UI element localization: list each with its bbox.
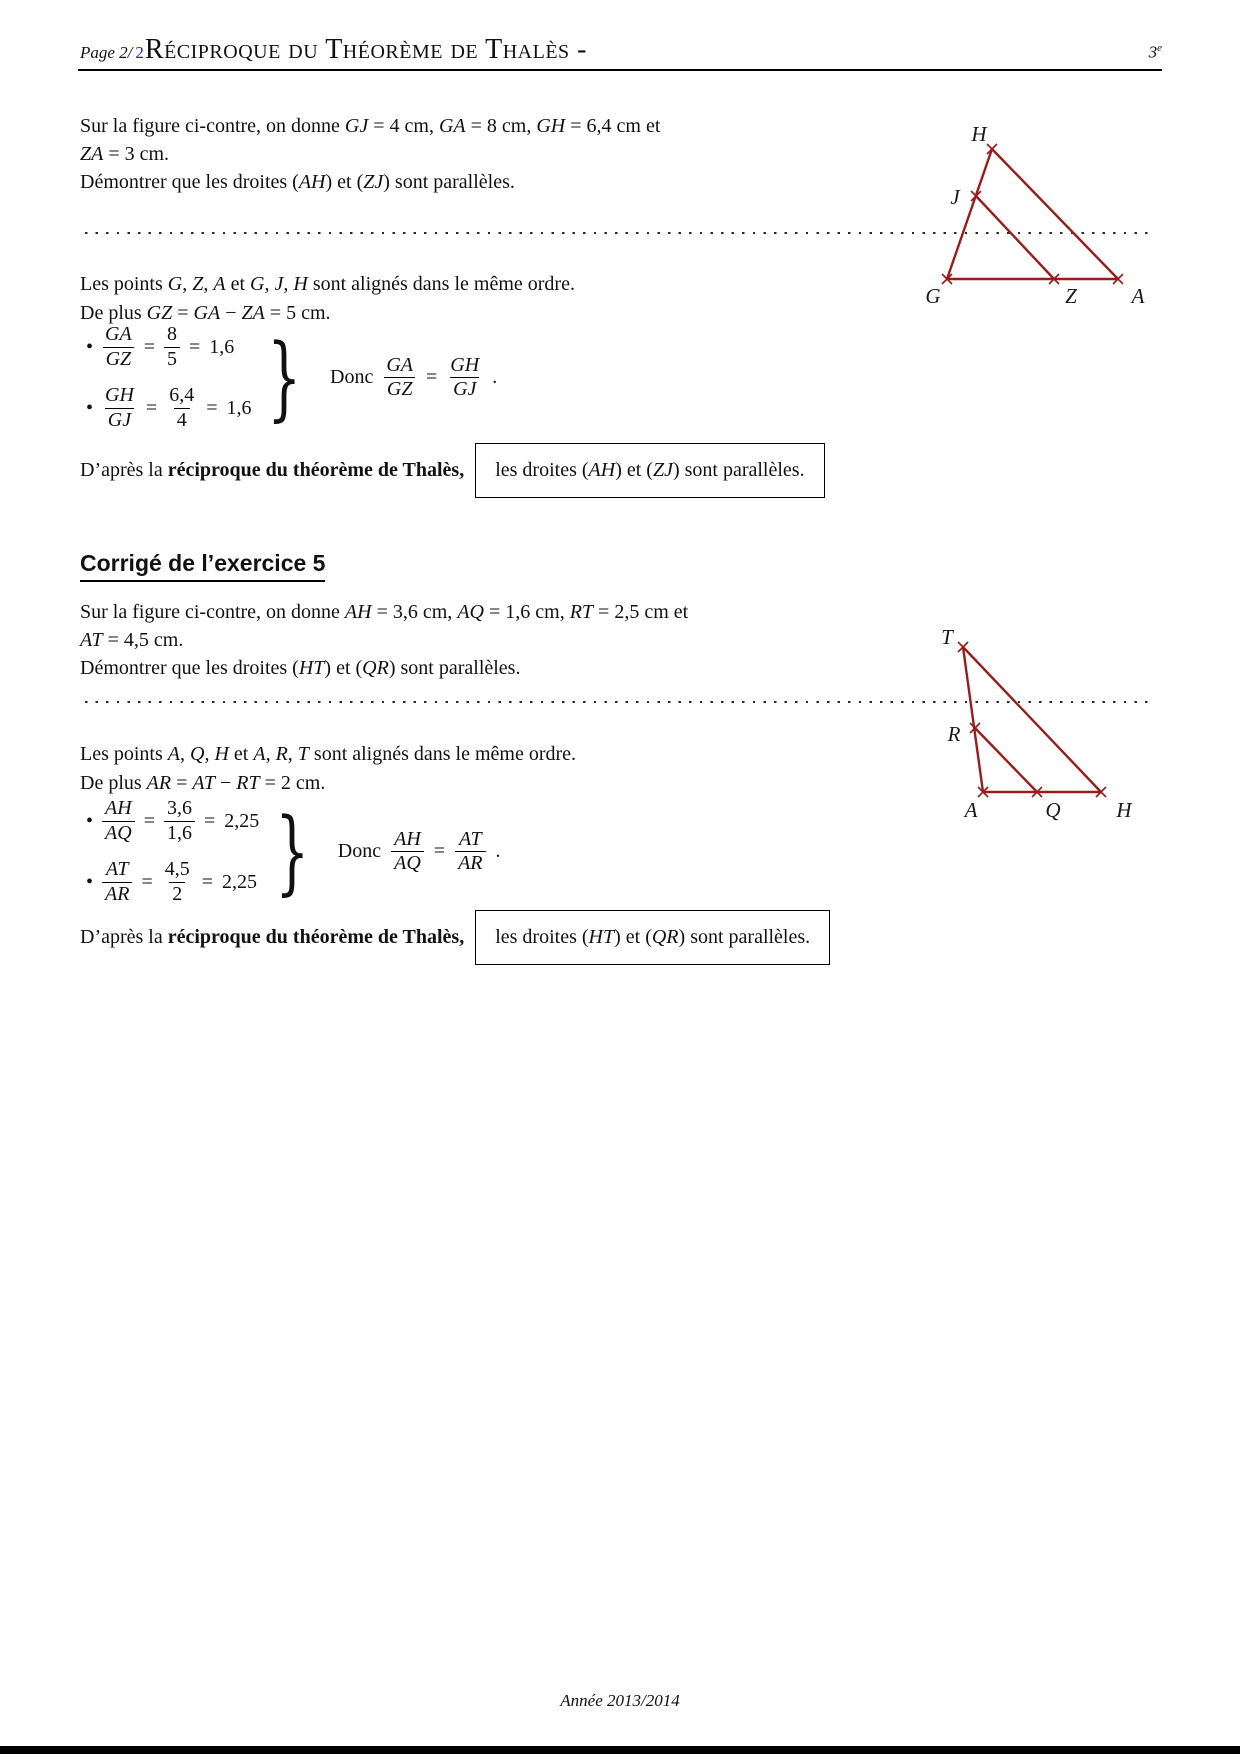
grade-superscript: e xyxy=(1157,42,1162,55)
bullet-icon: • xyxy=(86,809,94,832)
period: . xyxy=(495,840,501,863)
equals-sign: = xyxy=(188,335,201,358)
fraction-denominator: AQ xyxy=(102,821,135,846)
point-label: A xyxy=(1131,284,1145,308)
fraction xyxy=(162,858,193,906)
exercise1-statement xyxy=(80,112,880,196)
conclusion-prefix: D’après la xyxy=(80,926,168,948)
ratio-result: 2,25 xyxy=(222,870,258,893)
equals-sign: = xyxy=(143,809,155,832)
figure-edge-TA xyxy=(963,647,983,792)
equals-sign: = xyxy=(433,840,446,863)
fraction xyxy=(164,797,195,845)
fraction xyxy=(455,828,485,876)
fraction-denominator: GJ xyxy=(450,377,479,402)
fraction xyxy=(102,858,132,906)
header-rule xyxy=(78,69,1162,71)
ratio-row xyxy=(86,797,259,845)
conclusion-equation xyxy=(330,354,497,402)
point-label: G xyxy=(925,284,941,308)
bullet-icon: • xyxy=(86,396,94,419)
statement-line: Sur la figure ci-contre, on donne AH = 3,6 cm, AQ = 1,6 cm, RT = 2,5 cm et xyxy=(80,601,689,623)
ratio-row xyxy=(86,384,251,432)
point-label: T xyxy=(941,625,953,649)
statement-line: Démontrer que les droites (AH) et (ZJ) sont parallèles. xyxy=(80,171,515,193)
conclusion-equation xyxy=(338,828,501,876)
fraction xyxy=(164,323,180,371)
figure-edge-HA xyxy=(992,149,1118,279)
fraction xyxy=(383,354,416,402)
grade-level xyxy=(1149,42,1162,63)
equals-sign: = xyxy=(201,870,214,893)
page-indicator xyxy=(80,41,144,64)
figure-triangle-AQHRT xyxy=(900,560,1190,830)
ratio-result: 1,6 xyxy=(226,396,252,419)
fraction-denominator: GZ xyxy=(384,377,416,402)
exercise1-ratios xyxy=(86,323,497,432)
donc-label: Donc xyxy=(330,366,374,389)
fraction-numerator: GH xyxy=(450,353,480,376)
fraction xyxy=(166,384,197,432)
fraction-numerator: 8 xyxy=(166,323,177,345)
fraction-denominator: AR xyxy=(102,882,132,907)
point-label: A xyxy=(964,798,978,822)
fraction xyxy=(391,828,424,876)
ratio-result: 1,6 xyxy=(209,335,235,358)
point-label: Q xyxy=(1045,798,1061,822)
statement-line: ZA = 3 cm. xyxy=(80,143,170,165)
alignment-line: De plus AR = AT − RT = 2 cm. xyxy=(80,772,326,794)
fraction-numerator: AH xyxy=(105,797,132,819)
exercise2-statement xyxy=(80,598,880,682)
equals-sign: = xyxy=(145,396,158,419)
point-label: H xyxy=(971,122,987,146)
ratio-rows xyxy=(86,323,251,432)
exercise2-alignment xyxy=(80,740,880,798)
page-indicator-label: Page 2/ xyxy=(80,43,133,62)
conclusion-text xyxy=(80,459,464,482)
bullet-icon: • xyxy=(86,335,94,358)
alignment-line: Les points A, Q, H et A, R, T sont alignés dans le même ordre. xyxy=(80,743,577,765)
fraction xyxy=(102,797,135,845)
fraction-numerator: 3,6 xyxy=(166,797,192,819)
exercise1-alignment xyxy=(80,270,880,328)
figure-edge-GH xyxy=(947,149,992,279)
fraction-denominator: 5 xyxy=(164,347,180,372)
fraction-denominator: 2 xyxy=(169,882,185,907)
equals-sign: = xyxy=(143,335,155,358)
footer-school-year: Année 2013/2014 xyxy=(560,1691,680,1710)
period: . xyxy=(492,366,498,389)
fraction-numerator: GA xyxy=(105,323,132,345)
ratio-row xyxy=(86,858,259,906)
fraction-numerator: AT xyxy=(105,858,129,881)
right-brace: } xyxy=(267,323,302,431)
equals-sign: = xyxy=(206,396,218,419)
fraction xyxy=(102,323,135,371)
point-label: J xyxy=(950,185,960,209)
equals-sign: = xyxy=(426,366,438,389)
conclusion-box: les droites (HT) et (QR) sont parallèles. xyxy=(475,910,830,965)
alignment-line: De plus GZ = GA − ZA = 5 cm. xyxy=(80,302,331,324)
conclusion-box: les droites (AH) et (ZJ) sont parallèles. xyxy=(475,443,824,498)
conclusion-theorem: réciproque du théorème de Thalès, xyxy=(167,926,465,948)
ratio-row xyxy=(86,323,251,371)
figure-edge-JZ xyxy=(976,196,1054,279)
statement-line: AT = 4,5 cm. xyxy=(80,629,184,651)
fraction xyxy=(102,384,137,432)
fraction-denominator: AQ xyxy=(391,851,424,876)
grade-number: 3 xyxy=(1148,43,1158,62)
fraction xyxy=(447,354,482,402)
figure-edge-TH xyxy=(963,647,1101,792)
fraction-numerator: AH xyxy=(394,827,421,850)
conclusion-theorem: réciproque du théorème de Thalès, xyxy=(167,459,465,481)
ratio-rows xyxy=(86,797,259,906)
page-header xyxy=(80,34,1162,66)
right-brace: } xyxy=(275,797,310,905)
exercise2-ratios xyxy=(86,797,501,906)
equals-sign: = xyxy=(141,870,153,893)
fraction-numerator: 4,5 xyxy=(164,858,190,881)
fraction-denominator: 4 xyxy=(174,408,190,433)
point-label: R xyxy=(947,722,961,746)
point-label: H xyxy=(1116,798,1132,822)
fraction-numerator: GA xyxy=(386,353,414,376)
fraction-numerator: AT xyxy=(458,827,482,850)
figure-edge-RQ xyxy=(975,728,1037,792)
document-title: Réciproque du Théorème de Thalès - xyxy=(144,34,587,65)
page-number-link[interactable]: 2 xyxy=(135,43,144,62)
fraction-denominator: GZ xyxy=(103,347,135,372)
conclusion-text xyxy=(80,926,464,949)
page-bottom-edge xyxy=(0,1746,1240,1754)
alignment-line: Les points G, Z, A et G, J, H sont alignés dans le même ordre. xyxy=(80,273,575,295)
statement-line: Sur la figure ci-contre, on donne GJ = 4 cm, GA = 8 cm, GH = 6,4 cm et xyxy=(80,115,661,137)
statement-line: Démontrer que les droites (HT) et (QR) sont parallèles. xyxy=(80,657,521,679)
fraction-numerator: GH xyxy=(105,384,134,407)
point-label: Z xyxy=(1065,284,1077,308)
exercise1-conclusion xyxy=(80,443,825,498)
fraction-denominator: AR xyxy=(455,851,485,876)
fraction-denominator: 1,6 xyxy=(164,821,195,846)
donc-label: Donc xyxy=(337,840,382,863)
bullet-icon: • xyxy=(86,870,94,893)
fraction-numerator: 6,4 xyxy=(169,384,195,407)
exercise2-conclusion xyxy=(80,910,830,965)
fraction-denominator: GJ xyxy=(105,408,134,433)
figure-triangle-GZAJH xyxy=(900,100,1170,315)
section-heading: Corrigé de l’exercice 5 xyxy=(80,550,325,582)
equals-sign: = xyxy=(203,809,216,832)
conclusion-prefix: D’après la xyxy=(80,459,168,481)
ratio-result: 2,25 xyxy=(224,809,260,832)
